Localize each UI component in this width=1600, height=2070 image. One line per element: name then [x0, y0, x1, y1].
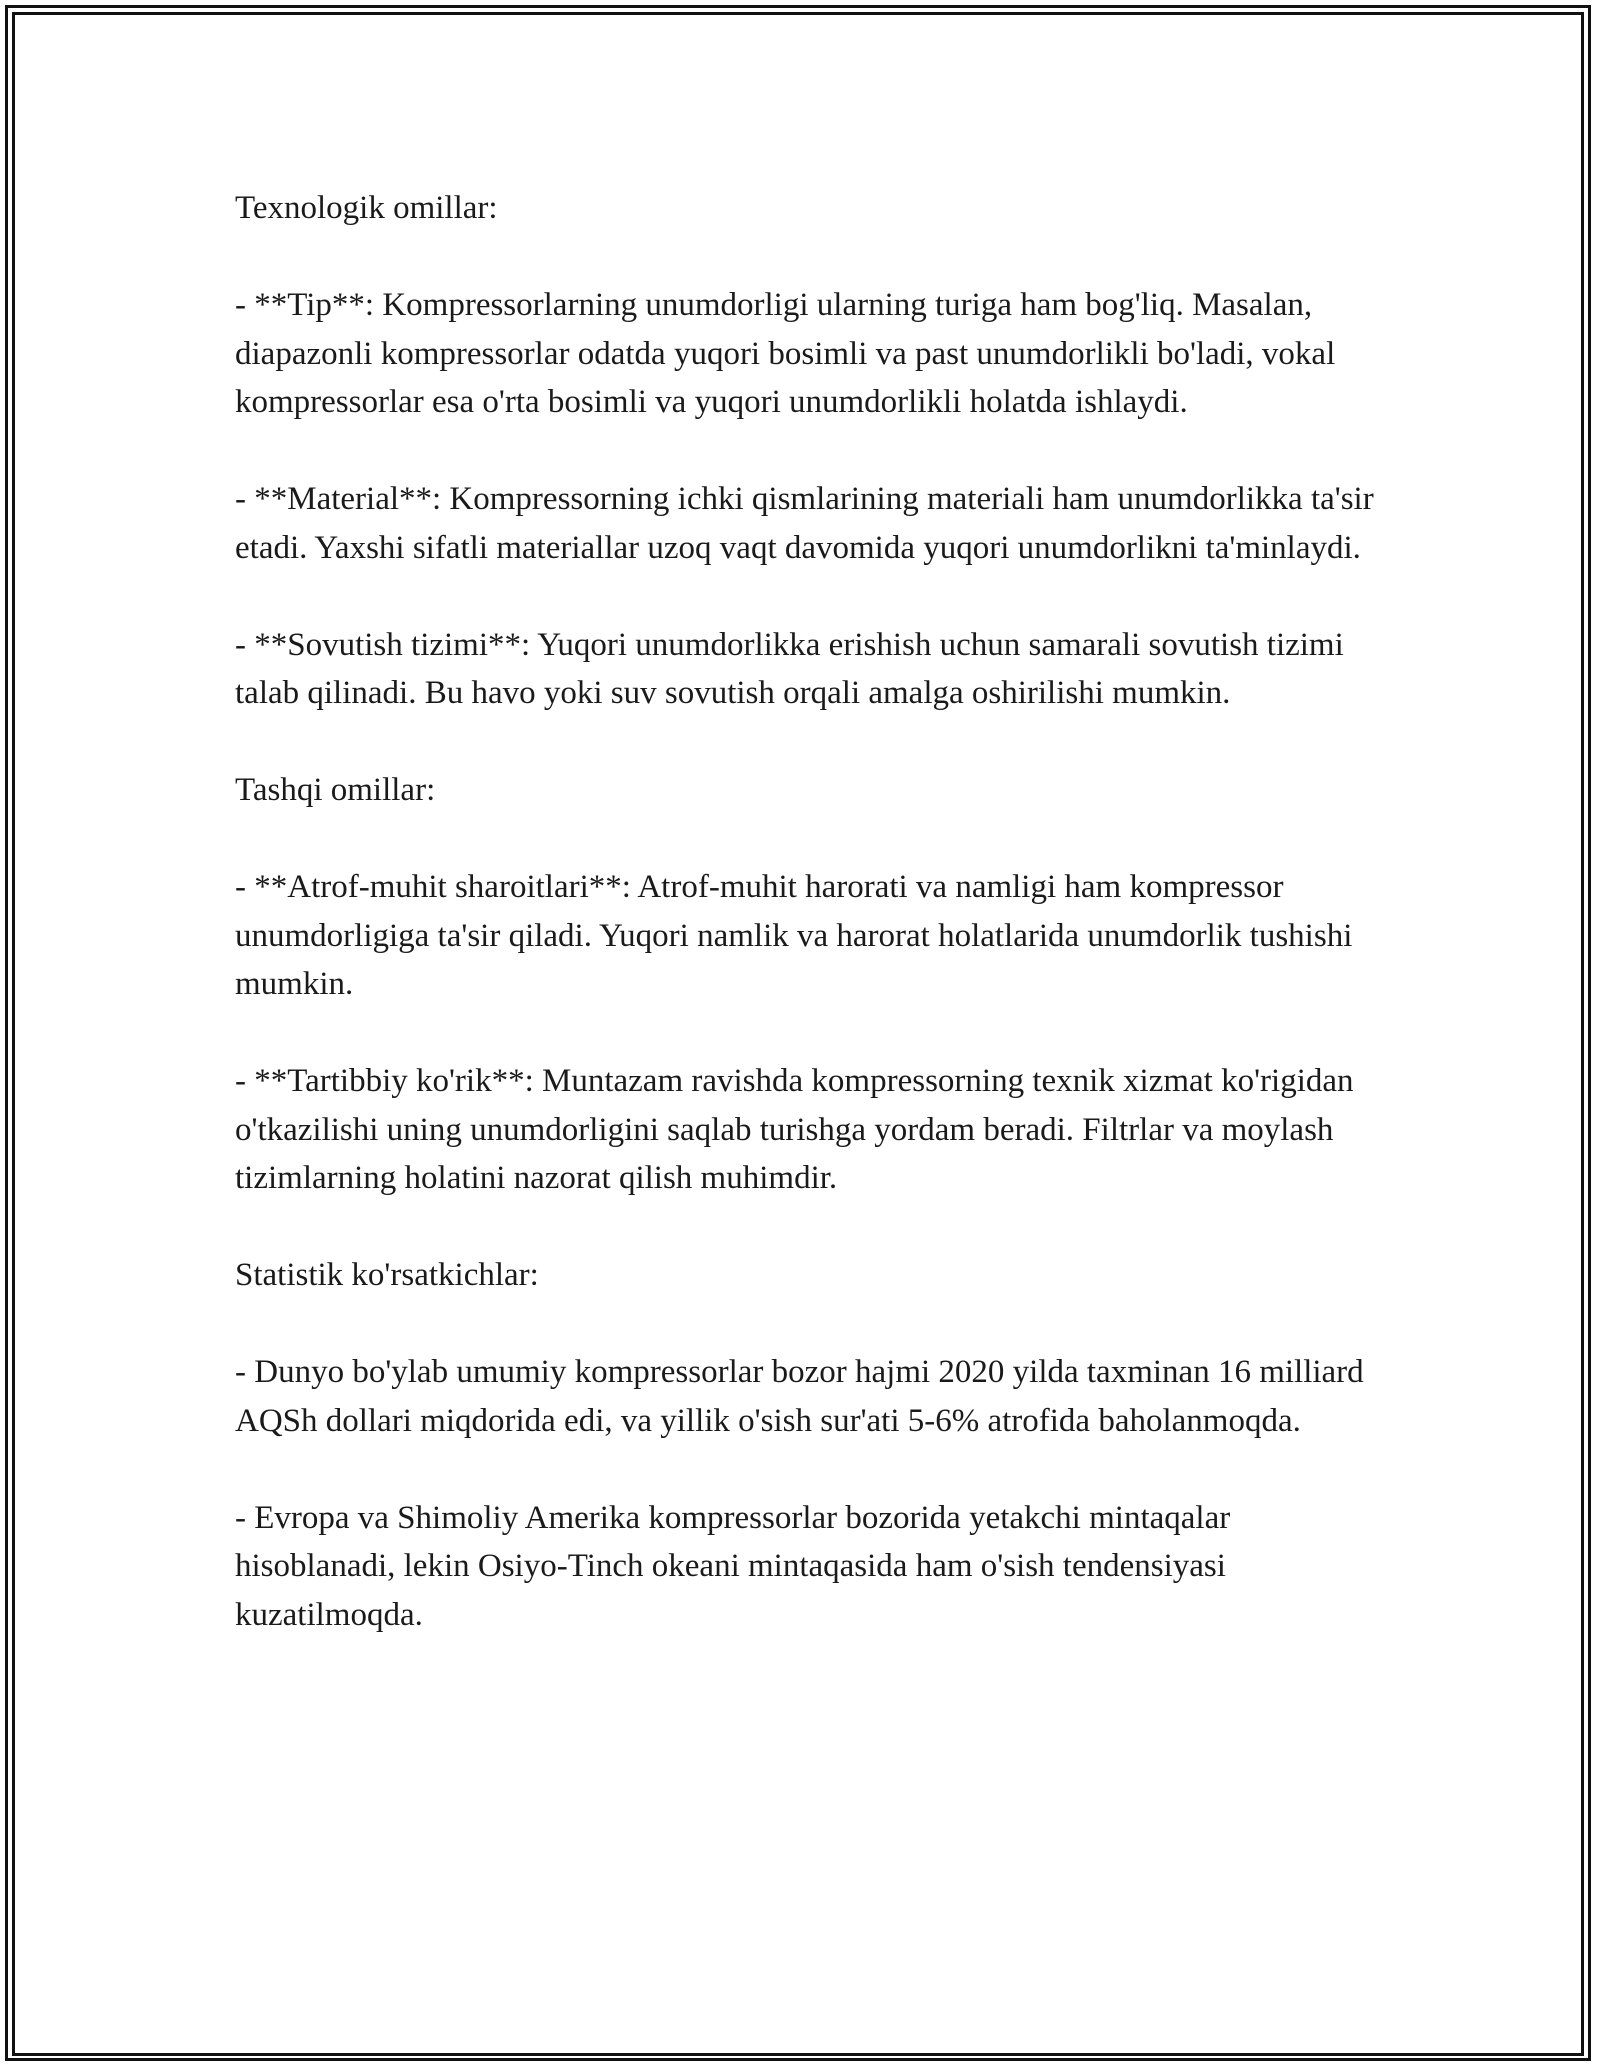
- section-heading-statistics: Statistik ko'rsatkichlar:: [235, 1257, 539, 1293]
- paragraph-type: - **Tip**: Kompressorlarning unumdorligi ularning turiga ham bog'liq. Masalan, diapazonli kompressorlar odatda yuqori bosimli va past unumdorlikli bo'ladi, vokal kompressorlar esa o'rta bosimli va yuqori unumdorlikli holatda ishlaydi.: [235, 287, 1336, 420]
- paragraph-regions: - Evropa va Shimoliy Amerika kompressorlar bozorida yetakchi mintaqalar hisoblanadi, lekin Osiyo-Tinch okeani mintaqasida ham o'sish tendensiyasi kuzatilmoqda.: [235, 1499, 1231, 1633]
- paragraph-market-size: - Dunyo bo'ylab umumiy kompressorlar bozor hajmi 2020 yilda taxminan 16 milliard AQSh dollari miqdorida edi, va yillik o'sish sur'ati 5-6% atrofida baholanmoqda.: [235, 1354, 1364, 1439]
- paragraph-cooling-system: - **Sovutish tizimi**: Yuqori unumdorlikka erishish uchun samarali sovutish tizimi talab qilinadi. Bu havo yoki suv sovutish orqali amalga oshirilishi mumkin.: [235, 626, 1344, 711]
- paragraph-maintenance: - **Tartibbiy ko'rik**: Muntazam ravishda kompressorning texnik xizmat ko'rigidan o'tkazilishi uning unumdorligini saqlab turishga yordam beradi. Filtrlar va moylash tizimlarning holatini nazorat qilish muhimdir.: [235, 1063, 1354, 1196]
- document-body: [235, 184, 1375, 1639]
- paragraph-material: - **Material**: Kompressorning ichki qismlarining materiali ham unumdorlikka ta'sir etadi. Yaxshi sifatli materiallar uzoq vaqt davomida yuqori unumdorlikni ta'minlaydi.: [235, 481, 1374, 566]
- section-heading-technological: Texnologik omillar:: [235, 190, 498, 226]
- section-heading-external: Tashqi omillar:: [235, 772, 436, 808]
- paragraph-environment: - **Atrof-muhit sharoitlari**: Atrof-muhit harorati va namligi ham kompressor unumdorligiga ta'sir qiladi. Yuqori namlik va harorat holatlarida unumdorlik tushishi mumkin.: [235, 869, 1353, 1002]
